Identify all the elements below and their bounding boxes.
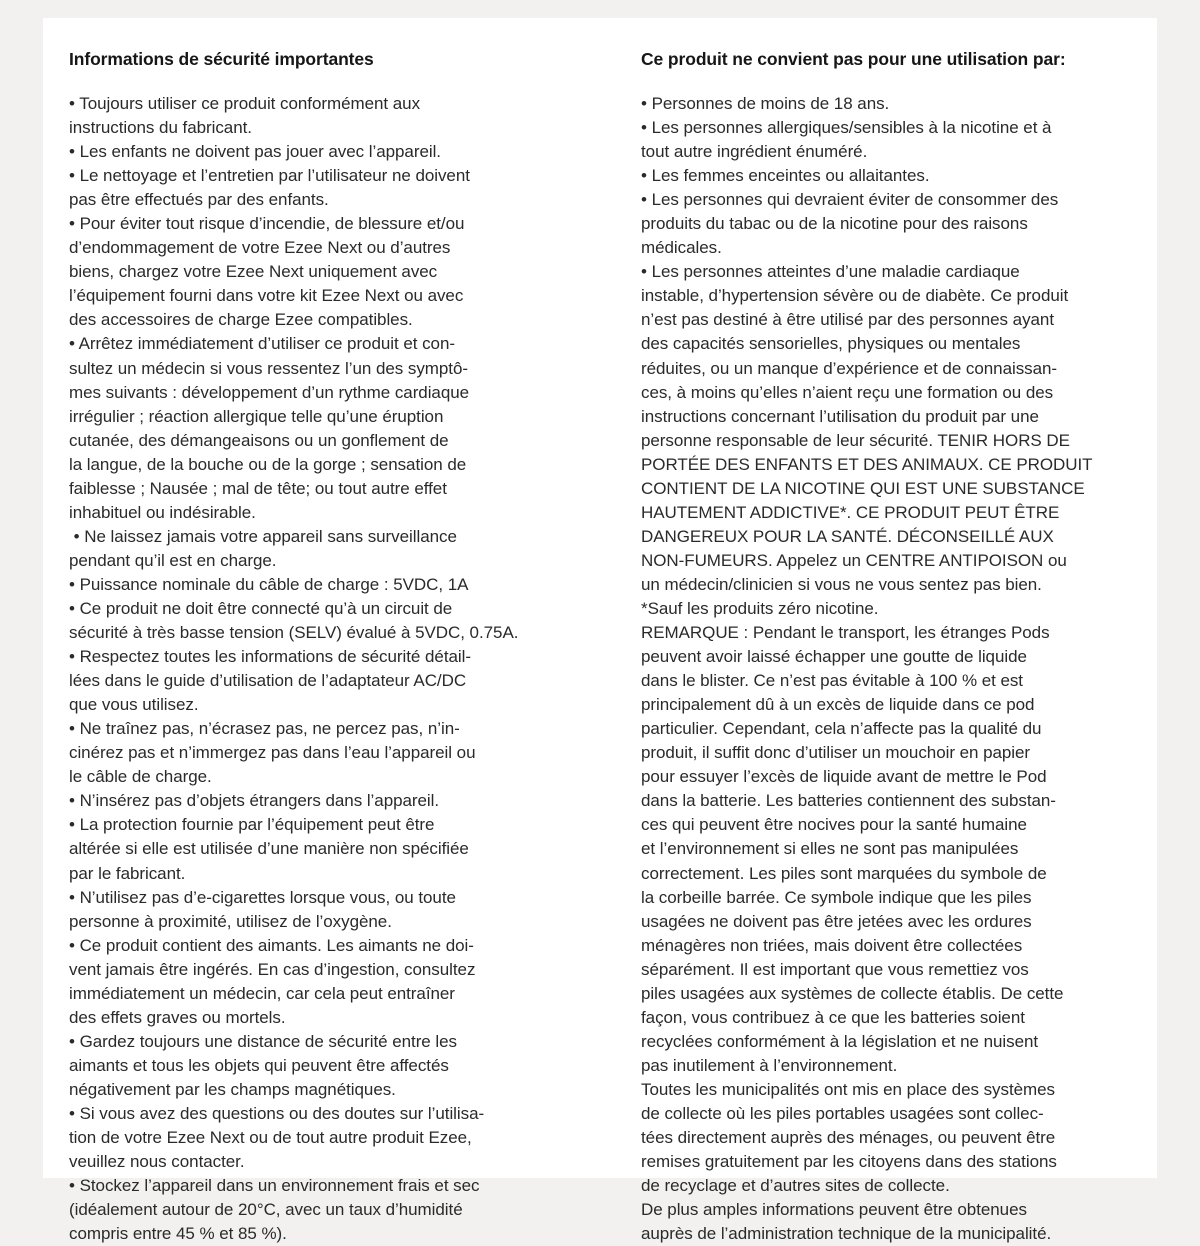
- safety-information-column: [43, 18, 600, 1244]
- text-line: tout autre ingrédient énuméré.: [641, 142, 868, 162]
- text-line: tées directement auprès des ménages, ou peuvent être: [641, 1128, 1056, 1148]
- text-line: la corbeille barrée. Ce symbole indique que les piles: [641, 887, 1032, 907]
- text-line: • Ce produit contient des aimants. Les aimants ne doi-: [69, 935, 474, 955]
- text-line: n’est pas destiné à être utilisé par des personnes ayant: [641, 310, 1055, 330]
- safety-information-heading: Informations de sécurité importantes: [69, 49, 374, 69]
- text-line: CONTIENT DE LA NICOTINE QUI EST UNE SUBSTANCE: [641, 478, 1085, 498]
- text-line: façon, vous contribuez à ce que les batteries soient: [641, 1007, 1025, 1027]
- text-line: particulier. Cependant, cela n’affecte pas la qualité du: [641, 719, 1042, 739]
- text-line: des accessoires de charge Ezee compatibles.: [69, 310, 413, 330]
- text-line: • N’utilisez pas d’e-cigarettes lorsque vous, ou toute: [69, 887, 456, 907]
- text-line: négativement par les champs magnétiques.: [69, 1079, 396, 1099]
- text-line: de recyclage et d’autres sites de collecte.: [641, 1176, 950, 1196]
- text-line: irrégulier ; réaction allergique telle qu’une éruption: [69, 406, 444, 426]
- text-line: principalement dû à un excès de liquide dans ce pod: [641, 695, 1035, 715]
- text-line: REMARQUE : Pendant le transport, les étranges Pods: [641, 623, 1050, 643]
- text-line: • Stockez l’appareil dans un environnement frais et sec: [69, 1176, 480, 1196]
- text-line: réduites, ou un manque d’expérience et de connaissan-: [641, 358, 1058, 378]
- text-line: et l’environnement si elles ne sont pas manipulées: [641, 839, 1019, 859]
- text-line: instable, d’hypertension sévère ou de diabète. Ce produit: [641, 286, 1069, 306]
- text-line: veuillez nous contacter.: [69, 1152, 245, 1172]
- not-suitable-for-column: [600, 18, 1157, 1244]
- text-line: des capacités sensorielles, physiques ou mentales: [641, 334, 1021, 354]
- text-line: séparément. Il est important que vous remettiez vos: [641, 959, 1029, 979]
- text-line: inhabituel ou indésirable.: [69, 502, 256, 522]
- text-line: • Le nettoyage et l’entretien par l’utilisateur ne doivent: [69, 166, 470, 186]
- text-line: auprès de l’administration technique de la municipalité.: [641, 1224, 1052, 1244]
- text-line: • Ne traînez pas, n’écrasez pas, ne percez pas, n’in-: [69, 719, 460, 739]
- text-line: dans le blister. Ce n’est pas évitable à 100 % et est: [641, 671, 1023, 691]
- text-line: dans la batterie. Les batteries contiennent des substan-: [641, 791, 1056, 811]
- text-line: • Personnes de moins de 18 ans.: [641, 94, 890, 113]
- text-line: immédiatement un médecin, car cela peut entraîner: [69, 983, 455, 1003]
- safety-information-text: [69, 92, 582, 1246]
- text-line: personne responsable de leur sécurité. TENIR HORS DE: [641, 430, 1070, 450]
- text-line: usagées ne doivent pas être jetées avec les ordures: [641, 911, 1032, 931]
- text-line: des effets graves ou mortels.: [69, 1007, 286, 1027]
- text-line: recyclées conformément à la législation et ne nuisent: [641, 1031, 1039, 1051]
- text-line: • Les enfants ne doivent pas jouer avec l’appareil.: [69, 142, 441, 162]
- text-line: • Ne laissez jamais votre appareil sans surveillance: [69, 526, 457, 546]
- text-line: PORTÉE DES ENFANTS ET DES ANIMAUX. CE PRODUIT: [641, 454, 1093, 474]
- text-line: par le fabricant.: [69, 863, 186, 883]
- text-line: • Les personnes allergiques/sensibles à la nicotine et à: [641, 118, 1052, 138]
- text-line: • Gardez toujours une distance de sécurité entre les: [69, 1031, 457, 1051]
- text-line: l’équipement fourni dans votre kit Ezee Next ou avec: [69, 286, 464, 306]
- text-line: personne à proximité, utilisez de l’oxygène.: [69, 911, 392, 931]
- text-line: d’endommagement de votre Ezee Next ou d’autres: [69, 238, 451, 258]
- text-line: • Puissance nominale du câble de charge : 5VDC, 1A: [69, 574, 469, 594]
- document-page: [43, 18, 1157, 1244]
- text-line: instructions concernant l’utilisation du produit par une: [641, 406, 1039, 426]
- text-line: la langue, de la bouche ou de la gorge ; sensation de: [69, 454, 467, 474]
- text-line: instructions du fabricant.: [69, 118, 252, 138]
- text-line: (idéalement autour de 20°C, avec un taux d’humidité: [69, 1200, 463, 1220]
- text-line: • Les personnes qui devraient éviter de consommer des: [641, 190, 1059, 210]
- text-line: pas être effectués par des enfants.: [69, 190, 329, 210]
- text-line: pour essuyer l’excès de liquide avant de mettre le Pod: [641, 767, 1047, 787]
- text-line: un médecin/clinicien si vous ne vous sentez pas bien.: [641, 574, 1042, 594]
- text-line: • Arrêtez immédiatement d’utiliser ce produit et con-: [69, 334, 455, 354]
- text-line: aimants et tous les objets qui peuvent être affectés: [69, 1055, 449, 1075]
- text-line: correctement. Les piles sont marquées du symbole de: [641, 863, 1047, 883]
- text-line: compris entre 45 % et 85 %).: [69, 1224, 287, 1244]
- text-line: que vous utilisez.: [69, 695, 199, 715]
- text-line: De plus amples informations peuvent être obtenues: [641, 1200, 1027, 1220]
- text-line: produits du tabac ou de la nicotine pour des raisons: [641, 214, 1028, 234]
- text-line: faiblesse ; Nausée ; mal de tête; ou tout autre effet: [69, 478, 447, 498]
- text-line: cinérez pas et n’immergez pas dans l’eau l’appareil ou: [69, 743, 476, 763]
- text-line: NON-FUMEURS. Appelez un CENTRE ANTIPOISON ou: [641, 550, 1067, 570]
- text-line: Toutes les municipalités ont mis en place des systèmes: [641, 1079, 1055, 1099]
- text-line: • Les femmes enceintes ou allaitantes.: [641, 166, 930, 186]
- text-line: cutanée, des démangeaisons ou un gonflement de: [69, 430, 449, 450]
- text-line: HAUTEMENT ADDICTIVE*. CE PRODUIT PEUT ÊTRE: [641, 502, 1060, 522]
- text-line: produit, il suffit donc d’utiliser un mouchoir en papier: [641, 743, 1031, 763]
- text-line: ménagères non triées, mais doivent être collectées: [641, 935, 1023, 955]
- text-line: • Respectez toutes les informations de sécurité détail-: [69, 647, 471, 667]
- text-line: le câble de charge.: [69, 767, 212, 787]
- text-line: ces, à moins qu’elles n’aient reçu une formation ou des: [641, 382, 1054, 402]
- text-line: pas inutilement à l’environnement.: [641, 1055, 898, 1075]
- text-line: • Pour éviter tout risque d’incendie, de blessure et/ou: [69, 214, 465, 234]
- text-line: lées dans le guide d’utilisation de l’adaptateur AC/DC: [69, 671, 467, 691]
- text-line: tion de votre Ezee Next ou de tout autre produit Ezee,: [69, 1128, 472, 1148]
- not-suitable-for-heading: Ce produit ne convient pas pour une utilisation par:: [641, 49, 1066, 69]
- text-line: • Si vous avez des questions ou des doutes sur l’utilisa-: [69, 1103, 485, 1123]
- text-line: biens, chargez votre Ezee Next uniquement avec: [69, 262, 438, 282]
- text-line: sultez un médecin si vous ressentez l’un des symptô-: [69, 358, 468, 378]
- text-line: vent jamais être ingérés. En cas d’ingestion, consultez: [69, 959, 476, 979]
- text-line: de collecte où les piles portables usagées sont collec-: [641, 1103, 1044, 1123]
- text-line: DANGEREUX POUR LA SANTÉ. DÉCONSEILLÉ AUX: [641, 526, 1054, 546]
- text-line: mes suivants : développement d’un rythme cardiaque: [69, 382, 470, 402]
- two-column-layout: [43, 18, 1157, 1244]
- text-line: • Les personnes atteintes d’une maladie cardiaque: [641, 262, 1020, 282]
- text-line: médicales.: [641, 238, 722, 258]
- text-line: peuvent avoir laissé échapper une goutte de liquide: [641, 647, 1027, 667]
- text-line: • Toujours utiliser ce produit conformément aux: [69, 94, 421, 113]
- text-line: remises gratuitement par les citoyens dans des stations: [641, 1152, 1057, 1172]
- text-line: pendant qu’il est en charge.: [69, 550, 277, 570]
- text-line: sécurité à très basse tension (SELV) évalué à 5VDC, 0.75A.: [69, 623, 519, 643]
- not-suitable-for-text: [641, 92, 1147, 1246]
- text-line: • N’insérez pas d’objets étrangers dans l’appareil.: [69, 791, 440, 811]
- text-line: altérée si elle est utilisée d’une manière non spécifiée: [69, 839, 469, 859]
- text-line: piles usagées aux systèmes de collecte établis. De cette: [641, 983, 1064, 1003]
- text-line: *Sauf les produits zéro nicotine.: [641, 598, 879, 618]
- text-line: • La protection fournie par l’équipement peut être: [69, 815, 435, 835]
- text-line: • Ce produit ne doit être connecté qu’à un circuit de: [69, 598, 453, 618]
- text-line: ces qui peuvent être nocives pour la santé humaine: [641, 815, 1027, 835]
